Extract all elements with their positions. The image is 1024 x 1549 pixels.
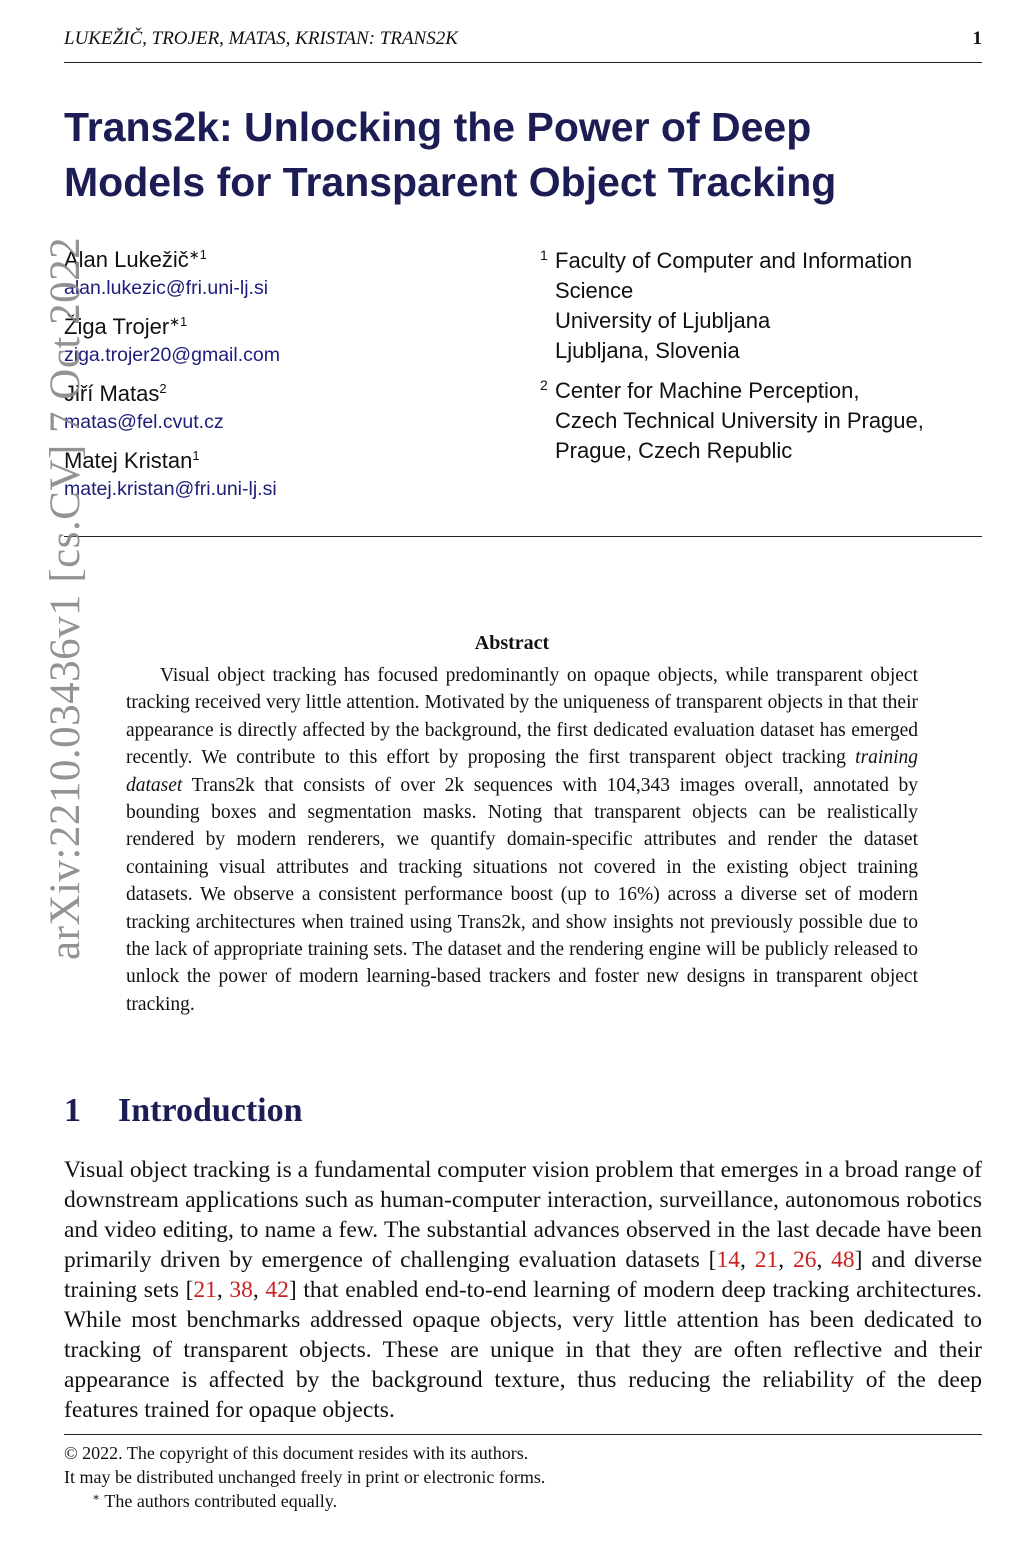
running-header [64,28,982,54]
footnotes [64,1441,982,1513]
author-name: Žiga Trojer [64,314,170,339]
intro-text: ] that enabled end-to-end learning of modern deep tracking architectures. While most benchmarks addressed opaque objects, very little attention has been dedicated to tracking of transparent objects. These are unique in that they are often reflective and their appearance is affected by the background texture, thus reducing the reliability of the deep features trained for opaque objects. [64,1277,983,1423]
citation-link[interactable]: 21 [754,1247,779,1273]
page-number: 1 [972,28,982,49]
introduction-paragraph [64,1155,982,1425]
section-title: Introduction [118,1092,303,1129]
title-block-rule [64,536,982,537]
affiliation-line: Prague, Czech Republic [555,438,793,463]
footnote-mark: ∗ [92,1490,101,1504]
author-email-link[interactable]: alan.lukezic@fri.uni-lj.si [64,277,269,299]
affiliation-list [540,246,1000,476]
affiliation-mark: 2 [540,377,548,393]
citation-link[interactable]: 38 [229,1277,253,1303]
abstract-text [126,662,918,1018]
distribution-note: It may be distributed unchanged freely in print or electronic forms. [64,1467,546,1487]
author-email-link[interactable]: matas@fel.cvut.cz [64,411,224,433]
title-line-2: Models for Transparent Object Tracking [64,159,837,205]
citation-separator: , [252,1277,266,1303]
copyright-note: © 2022. The copyright of this document resides with its authors. [64,1443,529,1463]
author-email-link[interactable]: ziga.trojer20@gmail.com [64,344,280,366]
author-email-link[interactable]: matej.kristan@fri.uni-lj.si [64,478,277,500]
affiliation-line: Science [555,278,634,303]
equal-contribution-note [64,1489,982,1513]
affiliation-line: Faculty of Computer and Information [555,248,913,273]
author-name: Matej Kristan [64,448,193,473]
intro-text: ] and diverse training sets [ [64,1247,983,1303]
affiliation-mark: 1 [540,247,548,263]
author-affiliation-mark: 1 [192,448,200,463]
running-title: LUKEŽIČ, TROJER, MATAS, KRISTAN: TRANS2K [64,28,458,49]
arxiv-identifier-stamp: arXiv:2210.03436v1 [cs.CV] 7 Oct 2022 [42,236,89,960]
abstract-heading: Abstract [474,632,550,654]
title-line-1: Trans2k: Unlocking the Power of Deep [64,104,812,150]
equal-contribution-text: The authors contributed equally. [100,1491,338,1511]
author-name: Alan Lukežič [64,247,189,272]
affiliation-line: Ljubljana, Slovenia [555,338,740,363]
author-affiliation-mark: ∗1 [188,247,207,262]
citation-link[interactable]: 14 [716,1247,740,1273]
citation-separator: , [216,1277,230,1303]
author-name: Jiří Matas [64,381,160,406]
author-entry [64,379,504,446]
intro-text: Visual object tracking is a fundamental computer vision problem that emerges in a broad range of downstream applications such as human-computer interaction, surveillance, autonomous robotics and video editing, to name a few. The substantial advances observed in the last decade have been primarily driven by emergence of challenging evaluation datasets [ [64,1157,982,1273]
citation-separator: , [778,1247,793,1273]
author-list [64,245,504,513]
affiliation-line: University of Ljubljana [555,308,771,333]
abstract-emphasis: training dataset [126,747,918,796]
paper-title [64,100,964,210]
citation-link[interactable]: 26 [792,1247,817,1273]
author-entry [64,446,504,513]
citation-separator: , [816,1247,832,1273]
header-rule [64,62,982,63]
author-affiliation-mark: 2 [159,381,167,396]
affiliation-line: Center for Machine Perception, [555,378,860,403]
author-affiliation-mark: ∗1 [169,314,188,329]
section-heading [64,1090,303,1132]
affiliation-line: Czech Technical University in Prague, [555,408,924,433]
author-entry [64,245,504,312]
section-number: 1 [64,1092,81,1129]
affiliation-entry [540,246,1000,366]
author-entry [64,312,504,379]
citation-link[interactable]: 48 [831,1247,855,1273]
citation-link[interactable]: 21 [193,1277,217,1303]
footnote-rule [64,1434,982,1435]
citation-separator: , [739,1247,755,1273]
abstract-text-part: Visual object tracking has focused predominantly on opaque objects, while transparent object tracking received very little attention. Motivated by the uniqueness of transparent objects in that their appearance is directly affected by the background, the first dedicated evaluation dataset has emerged recently. We contribute to this effort by proposing the first transparent object tracking [126,665,918,769]
affiliation-entry [540,376,1000,466]
abstract-text-part: Trans2k that consists of over 2k sequences with 104,343 images overall, annotated by bounding boxes and segmentation masks. Noting that transparent objects can be realistically rendered by modern renderers, we quantify domain-specific attributes and render the dataset containing visual attributes and tracking situations not covered in the existing object training datasets. We observe a consistent performance boost (up to 16%) across a diverse set of modern tracking architectures when trained using Trans2k, and show insights not previously possible due to the lack of appropriate training sets. The dataset and the rendering engine will be publicly released to unlock the power of modern learning-based trackers and foster new designs in transparent object tracking. [126,774,918,1015]
citation-link[interactable]: 42 [265,1277,289,1303]
